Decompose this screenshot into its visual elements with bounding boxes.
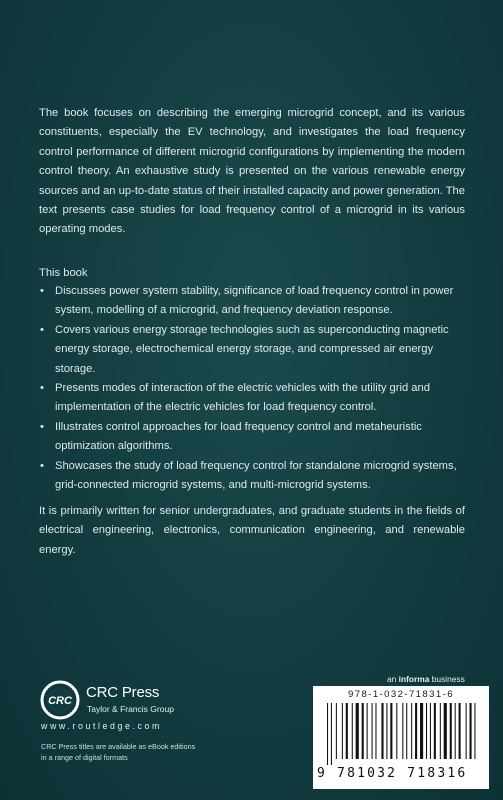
informa-prefix: an [387, 674, 399, 684]
publisher-website: www.routledge.com [41, 721, 162, 731]
barcode-bar [402, 703, 403, 759]
barcode-bar [390, 703, 392, 759]
list-item: • Discusses power system stability, significance of load frequency control in power system, modelling of a microgrid, and frequency deviation response. [39, 282, 465, 321]
barcode-bar [386, 703, 387, 759]
barcode-bar [450, 703, 452, 759]
barcode-bar [327, 703, 328, 765]
barcode-bar [440, 703, 441, 759]
barcode-bar [362, 703, 364, 759]
barcode-bar [381, 703, 383, 759]
crc-logo-icon [40, 680, 80, 720]
barcode-bar [396, 703, 397, 759]
informa-tagline [387, 674, 465, 684]
feature-list [39, 282, 465, 495]
barcode-bars [327, 703, 477, 765]
informa-suffix: business [429, 674, 465, 684]
list-item: • Showcases the study of load frequency control for standalone microgrid systems, grid-connected microgrid systems, and multi-microgrid systems. [39, 457, 465, 496]
barcode-bar [420, 703, 423, 759]
informa-brand: informa [398, 674, 430, 684]
barcode-bar [459, 703, 461, 759]
barcode-bar [406, 703, 407, 759]
barcode-bar [367, 703, 368, 759]
barcode-bar [470, 703, 472, 759]
barcode-bar [342, 703, 343, 759]
publisher-group: Taylor & Francis Group [87, 704, 174, 714]
ebook-note-line: CRC Press titles are available as eBook editions [41, 742, 196, 751]
audience-statement: It is primarily written for senior undergraduates, and graduate students in the fields of electrical engineering, electronics, communication engineering, and renewable energy. [39, 505, 465, 556]
barcode-bar [411, 703, 412, 759]
barcode-bar [466, 703, 467, 759]
book-description: The book focuses on describing the emerging microgrid concept, and its various constituents, especially the EV technology, and investigates the load frequency control performance of different microgrid configurations by implementing the modern control theory. An exhaustive study is presented on the various renewable energy sources and an up-to-date status of their installed capacity and power generation. The text presents case studies for load frequency control of a microgrid in its various operating modes. [39, 107, 465, 236]
barcode-bar [336, 703, 337, 759]
list-item: • Illustrates control approaches for load frequency control and metaheuristic optimization algorithms. [39, 418, 465, 457]
barcode-bar [331, 703, 332, 765]
barcode-bar [352, 703, 353, 759]
barcode-bar [372, 703, 373, 759]
barcode-bar [434, 703, 436, 759]
barcode-bar [356, 703, 359, 759]
ebook-note-line: in a range of digital formats [41, 752, 128, 762]
barcode-bar [415, 703, 417, 759]
barcode-digits: 9 781032 718316 [317, 766, 468, 781]
list-item: • Presents modes of interaction of the electric vehicles with the utility grid and implementation of the electric vehicles for load frequency control. [39, 379, 465, 418]
ebook-note [41, 742, 211, 763]
barcode-bar [474, 703, 475, 759]
logo-text: CRC [48, 695, 72, 707]
barcode-bar [444, 703, 447, 759]
publisher-name: CRC Press [86, 684, 160, 701]
this-book-heading: This book [39, 267, 88, 279]
barcode-bar [346, 703, 348, 759]
barcode-bar [375, 703, 376, 759]
barcode-bar [455, 703, 456, 759]
barcode-bar [426, 703, 427, 759]
barcode-bar [430, 703, 431, 759]
list-item: • Covers various energy storage technologies such as superconducting magnetic energy storage, electrochemical energy storage, and compressed air energy storage. [39, 321, 465, 379]
isbn-number: 978-1-032-71831-6 [348, 689, 454, 700]
crc-press-logo [40, 680, 80, 720]
isbn-barcode [313, 686, 489, 789]
